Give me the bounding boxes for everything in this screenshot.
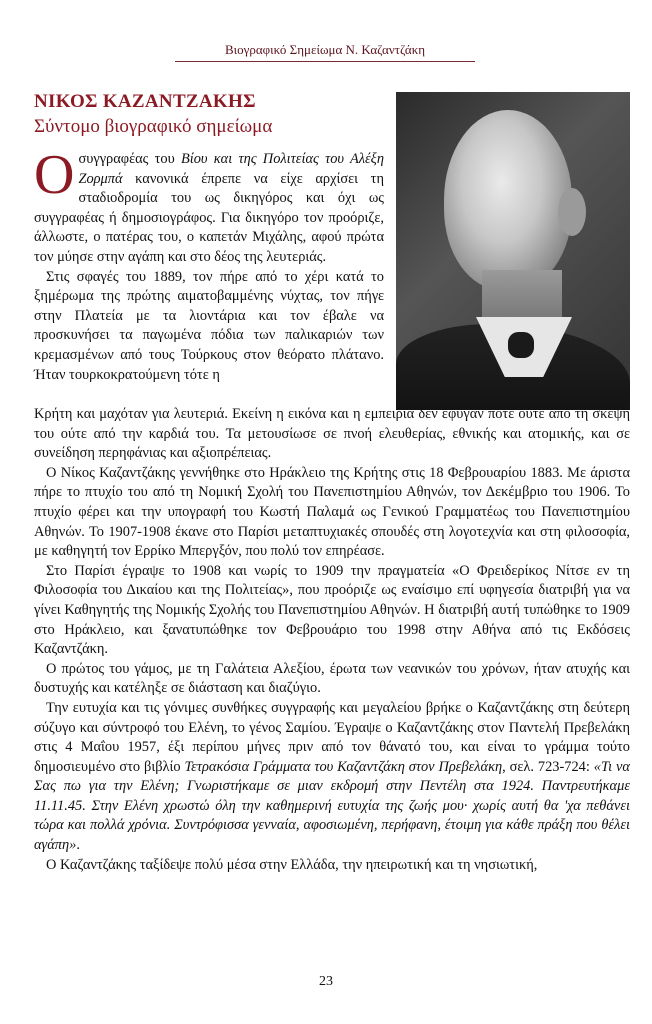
book-title-emphasis: Τετρακόσια Γράμματα του Καζαντζάκη στον Πρεβελάκη [184, 758, 503, 775]
paragraph-birth: Ο Νίκος Καζαντζάκης γεννήθηκε στο Ηράκλειο της Κρήτης στις 18 Φεβρουαρίου 1883. Με άριστα πήρε το πτυχίο του από τη Νομική Σχολή του Πανεπιστημίου Αθηνών, τον Δεκέμβριο του 1906. Το πτυχίο φέρει και την υπογραφή του Κωστή Παλαμά ως Γενικού Γραμματέως του Πανεπιστημίου Αθηνών. Το 1907-1908 έκανε στο Παρίσι μεταπτυχιακές σπουδές στη λογοτεχνία και στη φιλοσοφία, με καθηγητή τον Ερρίκο Μπεργξόν, που πολύ τον επηρέασε. [34, 464, 630, 560]
wide-column-text [34, 405, 630, 875]
page-number: 23 [319, 974, 333, 989]
paragraph-paris: Στο Παρίσι έγραψε το 1908 και νωρίς το 1909 την πραγματεία «Ο Φρειδερίκος Νίτσε εν τη Φιλοσοφία του Δικαίου και της Πολιτείας», που προόριζε ως εναίσιμο επί υφηγεσία διατριβή για να γίνει Καθηγητής της Νομικής Σχολής του Πανεπιστημίου Αθηνών. Η διατριβή αυτή τυπώθηκε το 1909 στο Ηράκλειο, και ξανατυπώθηκε τον Φεβρουάριο του 1998 στην Αθήνα από τις Εκδόσεις Καζαντζάκη. [34, 562, 630, 658]
article-title: ΝΙΚΟΣ ΚΑΖΑΝΤΖΑΚΗΣ [34, 91, 256, 112]
narrow-column-text [34, 144, 384, 385]
text-run: . [76, 837, 80, 854]
drop-cap: Ο [34, 144, 75, 206]
paragraph-massacre-continued: Κρήτη και μαχόταν για λευτεριά. Εκείνη η εικόνα και η εμπειρία δεν έφυγαν ποτέ ούτε από τη σκέψη του ούτε από την καρδιά του. Τα μετουσίωσε σε πνοή ελευθερίας, εθνικής και ατομικής, και σε συνείδηση περηφάνιας και αξιοπρέπειας. [34, 406, 630, 462]
paragraph-massacre: Στις σφαγές του 1889, τον πήρε από το χέρι κατά το ξημέρωμα της πρώτης αιματοβαμμένης νύχτας, τον πήγε στην Πλατεία με τα λιοντάρια και τον έβαλε να προσκυνήσει τα παγωμένα πόδια των παλικαριών των κρεμασμένων από τους Τούρκους στον θεόρατο πλάτανο. Ήταν τουρκοκρατούμενη τότε η [34, 268, 384, 383]
paragraph-first-marriage: Ο πρώτος του γάμος, με τη Γαλάτεια Αλεξίου, έρωτα των νεανικών του χρόνων, ήταν ατυχής και δυστυχής και κατέληξε σε διάσταση και διαζύγιο. [34, 660, 630, 697]
book-title-emphasis: Βίου και της Πολιτείας του Αλέξη Ζορμπά [78, 151, 384, 187]
text-run: Την ευτυχία και τις γόνιμες συνθήκες συγγραφής και μεγαλείου βρήκε ο Καζαντζάκης στη δεύτερη σύζυγο και σύντροφό του Ελένη, το γένος Σαμίου. Έγραψε ο Καζαντζάκης στον Παντελή Πρεβελάκη στις 4 Μαΐου 1957, έξι περίπου μήνες πριν από τον θάνατό του, και είναι το γράμμα τούτο δημοσιευμένο στο βιβλίο [34, 699, 630, 775]
running-header: Βιογραφικό Σημείωμα Ν. Καζαντζάκη [175, 42, 475, 62]
paragraph-eleni [34, 699, 630, 856]
text-run: , σελ. 723-724: [502, 758, 594, 775]
text-run: κανονικά έπρεπε να είχε αρχίσει τη σταδιοδρομία του ως δικηγόρος και όχι ως συγγραφέας ή δημοσιογράφος. Για δικηγόρο τον προόριζε, άλλωστε, ο πατέρας του, ο καπετάν Μιχάλης, αφού πρώτα τον μύησε στην αγάπη και στο δέος της λευτεριάς. [34, 170, 384, 265]
text-run: συγγραφέας του [78, 151, 181, 167]
quote-emphasis: «Τι να Σας πω για την Ελένη; Γνωριστήκαμε σε μιαν εκδρομή στην Πεντέλη στα 1924. Παντρευτήκαμε 11.11.45. Στην Ελένη χρωστώ όλη την καθημερινή ευτυχία της ζωής μου· χωρίς αυτή θα 'χα πεθάνει τώρα και πολλά χρόνια. Συντρόφισσα γενναία, αφοσιωμένη, περήφανη, έτοιμη για κάθε πράξη που θέλει αγάπη» [34, 758, 630, 854]
paragraph-travels: Ο Καζαντζάκης ταξίδεψε πολύ μέσα στην Ελλάδα, την ηπειρωτική και τη νησιωτική, [46, 856, 538, 873]
paragraph-intro [34, 144, 384, 268]
article-subtitle: Σύντομο βιογραφικό σημείωμα [34, 116, 273, 137]
author-portrait-photo [396, 92, 630, 410]
